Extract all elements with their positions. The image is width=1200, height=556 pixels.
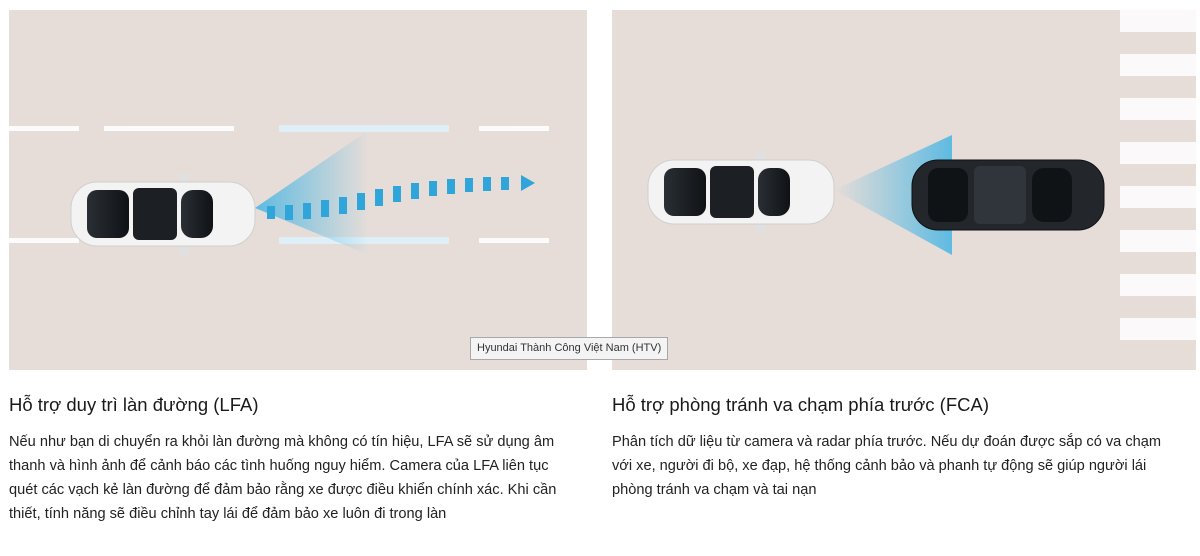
feature-title: Hỗ trợ phòng tránh va chạm phía trước (FCA) (612, 394, 989, 415)
fca-illustration (612, 10, 1196, 370)
crosswalk-stripes (1120, 10, 1196, 340)
feature-description: Phân tích dữ liệu từ camera và radar phía trước. Nếu dự đoán được sắp có va chạm với xe, người đi bộ, xe đạp, hệ thống cảnh bảo và phanh tự động sẽ giúp người lái phòng tránh va chạm và tai nạn (612, 434, 1162, 498)
white-car (71, 173, 255, 255)
lane-following-illustration (9, 10, 587, 370)
feature-description: Nếu như bạn di chuyển ra khỏi làn đường mà không có tín hiệu, LFA sẽ sử dụng âm thanh và hình ảnh để cảnh báo các tình huống nguy hiểm. Camera của LFA liên tục quét các vạch kẻ làn đường để đảm bảo rằng xe được điều khiển chính xác. Khi cần thiết, tính năng sẽ điều chỉnh tay lái để đảm bảo xe luôn đi trong làn (9, 434, 557, 522)
white-car (648, 151, 834, 233)
image-tooltip: Hyundai Thành Công Việt Nam (HTV) (470, 337, 668, 360)
lfa-illustration (9, 10, 587, 370)
camera-sensor-cone (255, 130, 369, 255)
feature-title: Hỗ trợ duy trì làn đường (LFA) (9, 394, 259, 415)
dark-car (912, 160, 1104, 230)
forward-collision-illustration (612, 10, 1196, 370)
